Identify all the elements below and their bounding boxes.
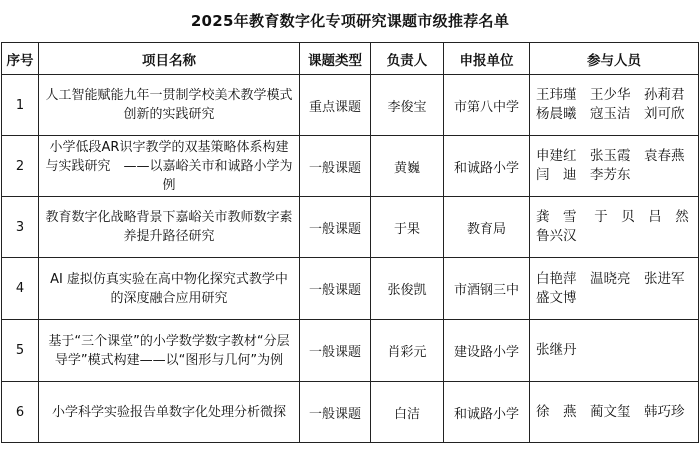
cell-project-type: 一般课题	[300, 197, 371, 258]
cell-leader: 张俊凯	[371, 258, 444, 320]
cell-members	[530, 75, 699, 136]
cell-no: 1	[2, 75, 39, 136]
members-line: 徐 燕 蔺文玺 韩巧珍	[536, 403, 685, 420]
cell-project-name: 基于“三个课堂”的小学数学数字教材“分层导学”模式构建——以“图形与几何”为例	[39, 320, 300, 382]
cell-project-name: 教育数字化战略背景下嘉峪关市教师数字素养提升路径研究	[39, 197, 300, 258]
cell-no: 2	[2, 136, 39, 197]
header-project-name: 项目名称	[39, 43, 300, 75]
cell-leader: 于果	[371, 197, 444, 258]
cell-unit: 市酒钢三中	[444, 258, 530, 320]
header-unit: 申报单位	[444, 43, 530, 75]
cell-no: 5	[2, 320, 39, 382]
cell-members	[530, 382, 699, 443]
members-line: 王玮瑾 王少华 孙莉君	[536, 87, 685, 103]
cell-leader: 黄巍	[371, 136, 444, 197]
cell-project-type: 一般课题	[300, 320, 371, 382]
members-line: 申建红 张玉霞 袁春燕	[536, 148, 685, 164]
header-leader: 负责人	[371, 43, 444, 75]
members-line: 鲁兴汉	[536, 228, 577, 244]
cell-no: 4	[2, 258, 39, 320]
table-header-row	[2, 43, 699, 75]
cell-members	[530, 197, 699, 258]
cell-unit: 教育局	[444, 197, 530, 258]
cell-project-name: 小学科学实验报告单数字化处理分析微探	[39, 382, 300, 443]
header-project-type: 课题类型	[300, 43, 371, 75]
table-row	[2, 197, 699, 258]
table-row	[2, 382, 699, 443]
table-row	[2, 136, 699, 197]
header-members: 参与人员	[530, 43, 699, 75]
cell-project-type: 一般课题	[300, 136, 371, 197]
table-row	[2, 320, 699, 382]
header-no: 序号	[2, 43, 39, 75]
table-row	[2, 75, 699, 136]
cell-unit: 和诚路小学	[444, 382, 530, 443]
cell-leader: 肖彩元	[371, 320, 444, 382]
cell-project-name: 人工智能赋能九年一贯制学校美术教学模式创新的实践研究	[39, 75, 300, 136]
members-line: 白艳萍 温晓亮 张进军	[536, 270, 685, 287]
members-line: 张继丹	[536, 342, 577, 358]
cell-unit: 建设路小学	[444, 320, 530, 382]
document-title: 2025年教育数字化专项研究课题市级推荐名单	[190, 12, 510, 30]
cell-project-type: 一般课题	[300, 258, 371, 320]
cell-members	[530, 320, 699, 382]
cell-project-type: 一般课题	[300, 382, 371, 443]
table-row	[2, 258, 699, 320]
members-line: 龚 雪 于 贝 吕 然	[536, 209, 689, 225]
cell-unit: 和诚路小学	[444, 136, 530, 197]
cell-project-name: 小学低段AR识字教学的双基策略体系构建与实践研究 ——以嘉峪关市和诚路小学为例	[39, 136, 300, 197]
cell-leader: 白洁	[371, 382, 444, 443]
cell-project-name: AI 虚拟仿真实验在高中物化探究式教学中的深度融合应用研究	[39, 258, 300, 320]
cell-project-type: 重点课题	[300, 75, 371, 136]
cell-leader: 李俊宝	[371, 75, 444, 136]
members-line: 闫 迪 李芳东	[536, 167, 631, 183]
cell-no: 6	[2, 382, 39, 443]
members-line: 盛文博	[536, 289, 577, 306]
cell-members	[530, 136, 699, 197]
recommendation-table	[1, 42, 699, 443]
cell-unit: 市第八中学	[444, 75, 530, 136]
cell-members	[530, 258, 699, 320]
members-line: 杨晨曦 寇玉洁 刘可欣	[536, 106, 685, 122]
cell-no: 3	[2, 197, 39, 258]
